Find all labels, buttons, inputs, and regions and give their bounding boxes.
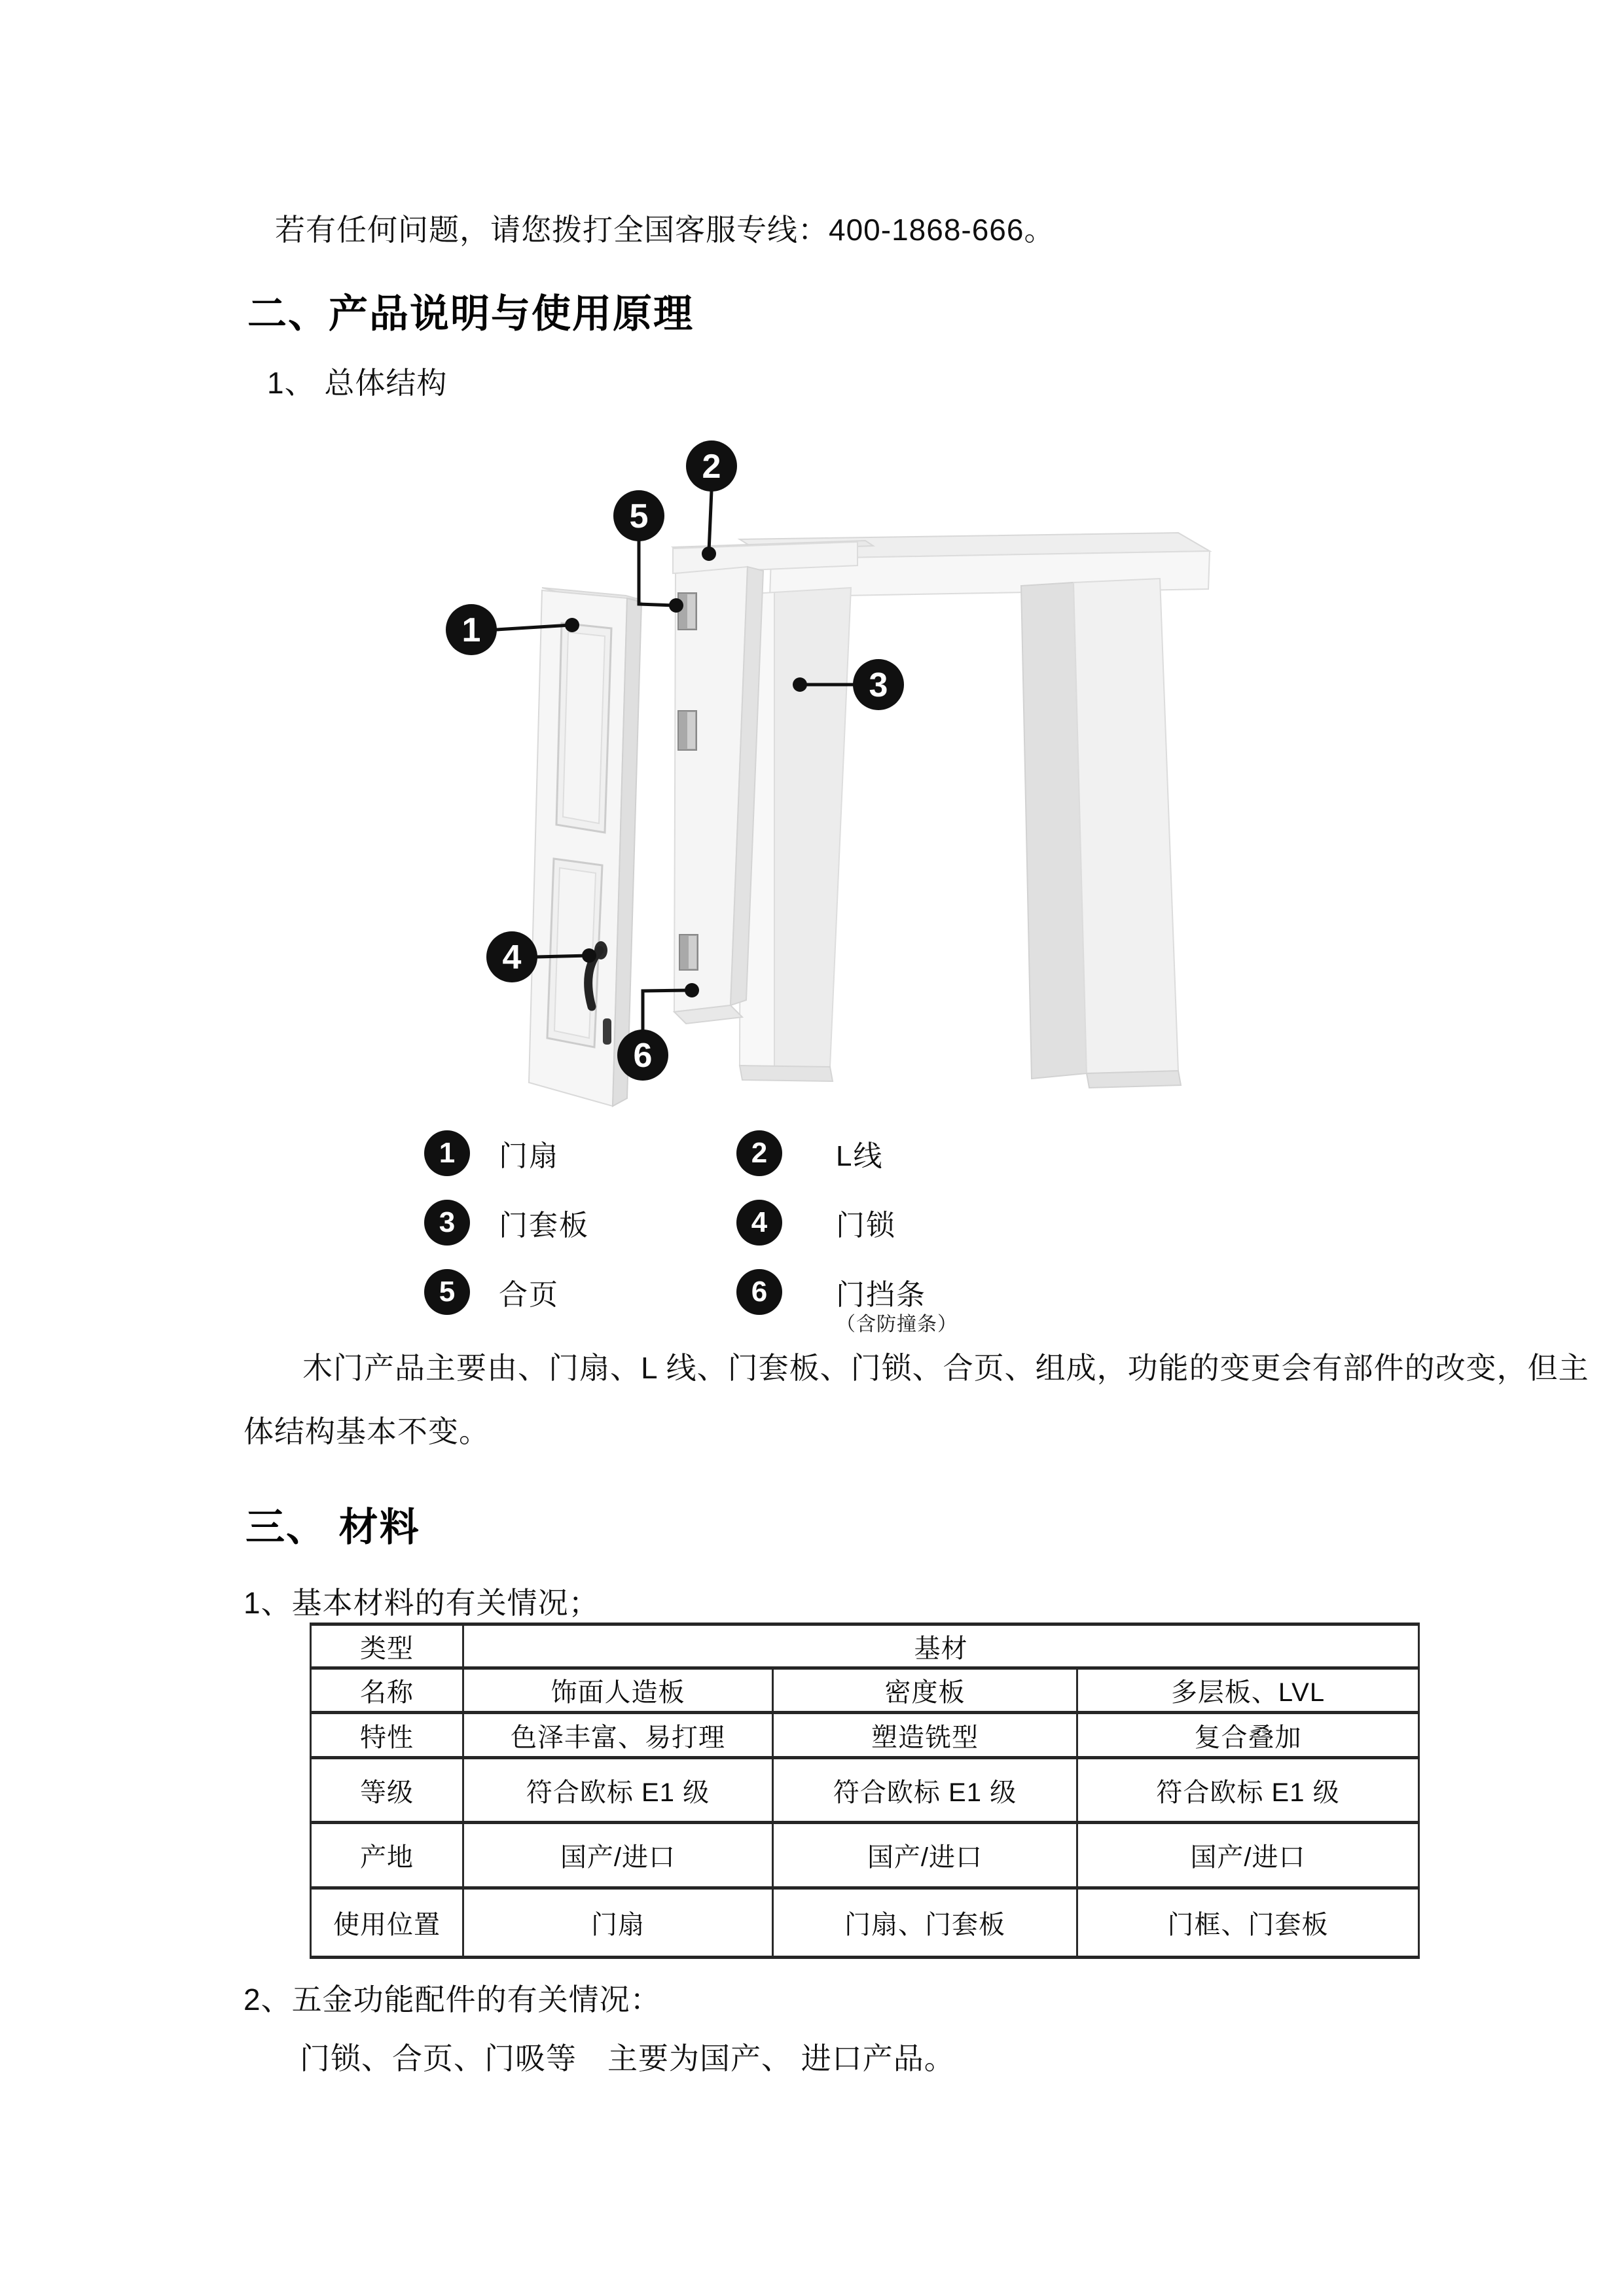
table-cell: 门扇 [463,1888,773,1958]
table-cell: 门框、门套板 [1077,1888,1419,1958]
legend-item-door-leaf [424,1130,559,1176]
svg-text:6: 6 [633,1037,653,1075]
callout-4 [486,931,537,982]
svg-text:5: 5 [629,497,649,535]
intro-text: 若有任何问题，请您拨打全国客服专线：400-1868-666。 [275,213,1055,247]
table-cell: 色泽丰富、易打理 [463,1713,773,1758]
section3-item2: 2、五金功能配件的有关情况： [244,1982,661,2017]
table-row-position [311,1888,1419,1958]
section2-heading: 二、产品说明与使用原理 [247,292,694,336]
legend-num-1: 1 [424,1130,470,1176]
legend-item-l-line [736,1130,883,1176]
row-label-type: 类型 [311,1624,463,1668]
table-row-type [311,1624,1419,1668]
structure-paragraph-line1: 木门产品主要由、门扇、L 线、门套板、门锁、合页、组成，功能的变更会有部件的改变，但主 [302,1351,1589,1385]
table-row-grade [311,1758,1419,1823]
structure-paragraph-line2: 体结构基本不变。 [244,1414,490,1448]
legend-item-hinge [424,1269,559,1315]
door-leaf [529,588,641,1106]
section3-item1: 1、基本材料的有关情况； [244,1586,600,1620]
table-row-name [311,1668,1419,1713]
table-row-origin [311,1823,1419,1888]
svg-text:1: 1 [461,611,481,649]
row-label-position: 使用位置 [311,1888,463,1958]
door-exploded-diagram [393,419,1309,1113]
legend-num-6: 6 [736,1269,782,1315]
legend-item-jamb-panel [424,1200,589,1246]
callout-6 [617,1030,668,1081]
legend-label-l-line: L线 [836,1140,884,1172]
table-cell: 多层板、LVL [1077,1668,1419,1713]
svg-text:3: 3 [869,666,888,704]
table-cell: 符合欧标 E1 级 [773,1758,1077,1823]
legend-label-door-leaf: 门扇 [499,1140,559,1172]
row-label-feature: 特性 [311,1713,463,1758]
hardware-note: 门锁、合页、门吸等 主要为国产、 进口产品。 [300,2041,955,2075]
table-cell: 复合叠加 [1077,1713,1419,1758]
hinge-middle [678,711,696,750]
table-cell: 符合欧标 E1 级 [1077,1758,1419,1823]
callout-1 [446,604,497,655]
legend-label-jamb-panel: 门套板 [499,1210,589,1242]
hinge-top [678,593,696,630]
table-cell: 塑造铣型 [773,1713,1077,1758]
table-cell: 国产/进口 [1077,1823,1419,1888]
table-row-feature [311,1713,1419,1758]
row-label-name: 名称 [311,1668,463,1713]
callout-2 [686,440,737,492]
legend-label-hinge: 合页 [499,1279,559,1311]
legend-label-door-lock: 门锁 [836,1210,896,1242]
table-cell: 符合欧标 E1 级 [463,1758,773,1823]
section2-sub1: 1、 总体结构 [267,366,448,400]
legend-num-4: 4 [736,1200,782,1246]
hinge-bottom [679,935,698,970]
row-label-grade: 等级 [311,1758,463,1823]
legend-item-door-lock [736,1200,896,1246]
callout-5 [613,490,664,541]
table-cell-substrate: 基材 [463,1624,1419,1668]
materials-table [310,1623,1420,1959]
door-casing-frame [740,533,1210,1088]
legend-note-door-stop: （含防撞条） [836,1314,958,1335]
structure-paragraph [244,1336,1589,1463]
svg-text:4: 4 [502,939,522,977]
row-label-origin: 产地 [311,1823,463,1888]
table-cell: 门扇、门套板 [773,1888,1077,1958]
callout-3 [853,659,904,710]
legend-num-5: 5 [424,1269,470,1315]
legend-num-3: 3 [424,1200,470,1246]
table-cell: 密度板 [773,1668,1077,1713]
legend-label-door-stop: 门挡条 [836,1279,926,1311]
table-cell: 国产/进口 [463,1823,773,1888]
table-cell: 饰面人造板 [463,1668,773,1713]
legend-num-2: 2 [736,1130,782,1176]
svg-text:2: 2 [702,448,721,486]
section3-heading: 三、 材料 [245,1505,420,1549]
table-cell: 国产/进口 [773,1823,1077,1888]
